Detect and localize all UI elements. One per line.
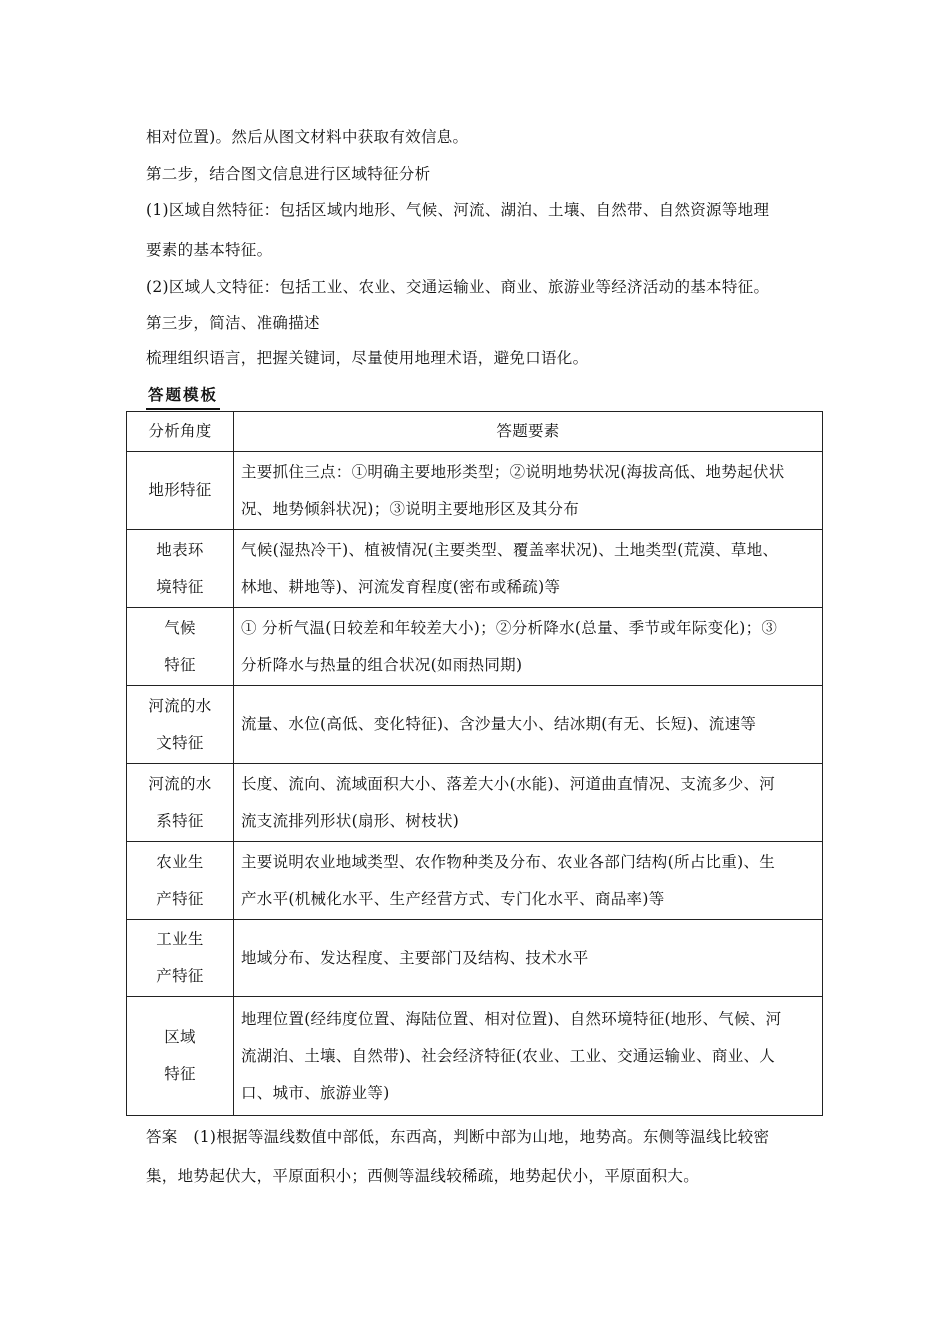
angle-cell bbox=[127, 530, 234, 608]
element-line: 地理位置(经纬度位置、海陆位置、相对位置)、自然环境特征(地形、气候、河 bbox=[241, 1009, 782, 1028]
element-line: 林地、耕地等)、河流发育程度(密布或稀疏)等 bbox=[241, 577, 561, 596]
elements-cell bbox=[234, 842, 823, 920]
intro-line: 要素的基本特征。 bbox=[146, 241, 273, 259]
intro-line: (2)区域人文特征：包括工业、农业、交通运输业、商业、旅游业等经济活动的基本特征。 bbox=[146, 278, 770, 296]
angle-text: 产特征 bbox=[156, 889, 204, 908]
element-line: 主要抓住三点：①明确主要地形类型；②说明地势状况(海拔高低、地势起伏状 bbox=[241, 462, 785, 481]
element-line: 分析降水与热量的组合状况(如雨热同期) bbox=[241, 655, 523, 674]
intro-line: 第二步，结合图文信息进行区域特征分析 bbox=[146, 165, 431, 183]
angle-cell bbox=[127, 686, 234, 764]
element-line: 口、城市、旅游业等) bbox=[241, 1083, 390, 1102]
angle-text: 特征 bbox=[164, 1065, 196, 1083]
angle-cell bbox=[127, 842, 234, 920]
table-row bbox=[127, 452, 823, 530]
table-row bbox=[127, 842, 823, 920]
angle-cell bbox=[127, 764, 234, 842]
table-row bbox=[127, 530, 823, 608]
elements-cell bbox=[234, 686, 823, 764]
table-row bbox=[127, 997, 823, 1116]
element-line: 主要说明农业地域类型、农作物种类及分布、农业各部门结构(所占比重)、生 bbox=[241, 852, 776, 871]
angle-text: 产特征 bbox=[156, 967, 204, 985]
angle-cell bbox=[127, 452, 234, 530]
angle-text: 地形特征 bbox=[148, 481, 212, 499]
angle-text: 特征 bbox=[164, 655, 196, 674]
angle-text: 境特征 bbox=[156, 577, 204, 596]
header-angle: 分析角度 bbox=[127, 412, 234, 452]
element-line: 产水平(机械化水平、生产经营方式、专门化水平、商品率)等 bbox=[241, 889, 665, 908]
element-line: 流支流排列形状(扇形、树枝状) bbox=[241, 811, 460, 830]
angle-text: 文特征 bbox=[156, 733, 204, 752]
table-row bbox=[127, 686, 823, 764]
angle-text: 河流的水 bbox=[148, 774, 212, 793]
element-line: 气候(湿热冷干)、植被情况(主要类型、覆盖率状况)、土地类型(荒漠、草地、 bbox=[241, 540, 779, 559]
elements-cell bbox=[234, 997, 823, 1116]
elements-cell bbox=[234, 764, 823, 842]
angle-cell bbox=[127, 997, 234, 1116]
angle-text: 地表环 bbox=[156, 540, 204, 559]
intro-line: (1)区域自然特征：包括区域内地形、气候、河流、湖泊、土壤、自然带、自然资源等地理 bbox=[146, 201, 770, 219]
table-header-row bbox=[127, 412, 823, 452]
angle-text: 工业生 bbox=[156, 930, 204, 948]
intro-line: 梳理组织语言，把握关键词，尽量使用地理术语，避免口语化。 bbox=[146, 349, 589, 367]
angle-text: 河流的水 bbox=[148, 696, 212, 715]
angle-text: 系特征 bbox=[156, 811, 204, 830]
table-row bbox=[127, 764, 823, 842]
angle-text: 气候 bbox=[164, 618, 196, 637]
element-line: 况、地势倾斜状况)；③说明主要地形区及其分布 bbox=[241, 499, 580, 518]
answer-template-table bbox=[126, 411, 823, 1116]
element-line: ① 分析气温(日较差和年较差大小)；②分析降水(总量、季节或年际变化)；③ bbox=[241, 618, 778, 637]
table-row bbox=[127, 608, 823, 686]
answer-line: 答案 (1)根据等温线数值中部低，东西高，判断中部为山地，地势高。东侧等温线比较密 bbox=[146, 1128, 770, 1146]
header-elements: 答题要素 bbox=[234, 412, 823, 452]
table-row bbox=[127, 920, 823, 997]
answer-line: 集，地势起伏大，平原面积小；西侧等温线较稀疏，地势起伏小，平原面积大。 bbox=[146, 1167, 700, 1185]
element-line: 流量、水位(高低、变化特征)、含沙量大小、结冰期(有无、长短)、流速等 bbox=[241, 715, 757, 733]
element-line: 长度、流向、流域面积大小、落差大小(水能)、河道曲直情况、支流多少、河 bbox=[241, 774, 776, 793]
intro-line: 第三步，简洁、准确描述 bbox=[146, 314, 320, 332]
elements-cell bbox=[234, 920, 823, 997]
intro-line: 相对位置)。然后从图文材料中获取有效信息。 bbox=[146, 128, 469, 146]
elements-cell bbox=[234, 452, 823, 530]
element-line: 地域分布、发达程度、主要部门及结构、技术水平 bbox=[241, 948, 589, 967]
angle-text: 区域 bbox=[164, 1028, 196, 1046]
element-line: 流湖泊、土壤、自然带)、社会经济特征(农业、工业、交通运输业、商业、人 bbox=[241, 1046, 776, 1065]
section-title: 答题模板 bbox=[146, 383, 220, 410]
angle-text: 农业生 bbox=[156, 852, 204, 871]
angle-cell bbox=[127, 920, 234, 997]
elements-cell bbox=[234, 530, 823, 608]
elements-cell bbox=[234, 608, 823, 686]
angle-cell bbox=[127, 608, 234, 686]
